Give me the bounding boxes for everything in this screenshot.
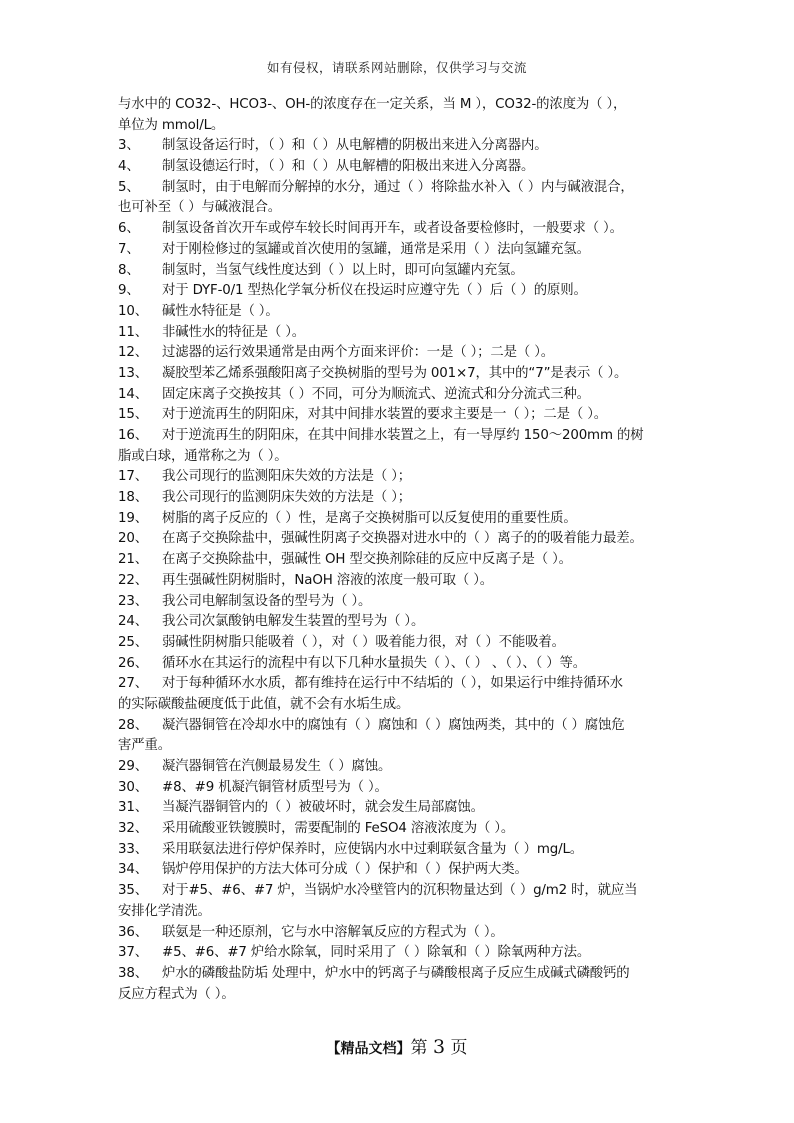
question-text: 凝汽器铜管在汽侧最易发生（ ）腐蚀。	[162, 759, 392, 774]
question-text: 凝胶型苯乙烯系强酸阳离子交换树脂的型号为 001×7，其中的“7”是表示（ ）。	[162, 365, 628, 381]
question-continuation: 反应方程式为（ ）。	[118, 986, 235, 1002]
question-number: 37、	[118, 945, 148, 961]
question-text: 对于逆流再生的阴阳床，对其中间排水装置的要求主要是一（ ）；二是（ ）。	[162, 407, 607, 423]
question-text: 我公司次氯酸钠电解发生装置的型号为（ ）。	[162, 614, 425, 630]
question-text: 制氢时，当氢气线性度达到（ ）以上时，即可向氢罐内充氢。	[162, 262, 524, 278]
question-number: 36、	[118, 924, 148, 940]
question-number: 10、	[118, 303, 148, 319]
question-number: 20、	[118, 531, 148, 547]
question-item	[118, 550, 684, 571]
question-number: 38、	[118, 965, 148, 981]
question-text: 对于每种循环水水质，都有维持在运行中不结垢的（ ），如果运行中维持循环水	[162, 676, 623, 692]
question-text: 制氢时，由于电解而分解掉的水分，通过（ ）将除盐水补入（ ）内与碱液混合，	[162, 179, 634, 195]
question-text: 非碱性水的特征是（ ）。	[162, 324, 306, 340]
question-number: 28、	[118, 717, 148, 733]
question-text: 过滤器的运行效果通常是由两个方面来评价：一是（ ）；二是（ ）。	[162, 345, 555, 361]
question-item	[118, 281, 684, 302]
question-item	[118, 612, 684, 633]
question-item	[118, 964, 684, 985]
question-item	[118, 840, 684, 861]
question-continuation: 安排化学清洗。	[118, 903, 211, 919]
question-item	[118, 178, 684, 199]
question-item	[118, 240, 684, 261]
question-number: 33、	[118, 841, 148, 857]
question-number: 29、	[118, 759, 148, 774]
page-header-notice: 如有侵权，请联系网站删除，仅供学习与交流	[266, 60, 527, 75]
question-number: 16、	[118, 428, 148, 443]
question-text: 再生强碱性阴树脂时，NaOH 溶液的浓度一般可取（ ）。	[162, 572, 494, 588]
question-continuation: 害严重。	[118, 738, 171, 754]
question-item	[118, 405, 684, 426]
question-number: 11、	[118, 324, 148, 340]
question-number: 15、	[118, 407, 148, 423]
document-body	[118, 95, 684, 1005]
question-item	[118, 674, 684, 695]
question-number: 8、	[118, 262, 140, 278]
question-text: 对于#5、#6、#7 炉，当锅炉水冷壁管内的沉积物量达到（ ）g/m2 时，就应当	[162, 883, 638, 899]
question-text: 我公司现行的监测阳床失效的方法是（ ）；	[162, 469, 411, 485]
question-number: 12、	[118, 345, 148, 361]
question-text: 碱性水特征是（ ）。	[162, 303, 279, 319]
question-item	[118, 219, 684, 240]
question-text: 制氢设备运行时，（ ）和（ ）从电解槽的阴极出来进入分离器内。	[162, 138, 548, 154]
question-item	[118, 819, 684, 840]
question-item	[118, 136, 684, 157]
page-number: 3	[432, 1036, 446, 1058]
question-text: #5、#6、#7 炉给水除氧，同时采用了（ ）除氧和（ ）除氧两种方法。	[162, 945, 591, 961]
page-prefix: 第	[410, 1038, 428, 1058]
page-suffix: 页	[450, 1038, 468, 1058]
question-number: 5、	[118, 179, 140, 195]
question-number: 35、	[118, 883, 148, 899]
question-item	[118, 592, 684, 613]
question-number: 4、	[118, 159, 140, 175]
question-text: 弱碱性阴树脂只能吸着（ ），对（ ）吸着能力很，对（ ）不能吸着。	[162, 634, 565, 650]
question-number: 32、	[118, 821, 148, 837]
question-text: 采用硫酸亚铁镀膜时，需要配制的 FeSO4 溶液浓度为（ ）。	[162, 821, 515, 837]
question-item	[118, 943, 684, 964]
question-number: 24、	[118, 614, 148, 630]
question-text: 制氢设备首次开车或停车较长时间再开车，或者设备要检修时，一般要求（ ）。	[162, 221, 623, 237]
question-item	[118, 385, 684, 406]
question-item	[118, 364, 684, 385]
question-number: 27、	[118, 676, 148, 692]
question-item	[118, 716, 684, 737]
question-list	[118, 136, 684, 1005]
question-item	[118, 757, 684, 778]
question-item	[118, 323, 684, 344]
question-item	[118, 881, 684, 902]
question-item	[118, 467, 684, 488]
question-item	[118, 509, 684, 530]
question-text: 我公司电解制氢设备的型号为（ ）。	[162, 593, 372, 609]
question-continuation: 的实际碳酸盐硬度低于此值，就不会有水垢生成。	[118, 696, 410, 712]
question-number: 34、	[118, 862, 148, 878]
question-continuation: 脂或白球，通常称之为（ ）。	[118, 448, 288, 464]
question-number: 26、	[118, 655, 148, 671]
question-number: 3、	[118, 138, 140, 154]
question-text: 对于刚检修过的氢罐或首次使用的氢罐，通常是采用（ ）法向氢罐充氢。	[162, 241, 590, 257]
question-number: 21、	[118, 552, 148, 568]
question-item	[118, 860, 684, 881]
question-item	[118, 798, 684, 819]
question-item	[118, 633, 684, 654]
question-number: 30、	[118, 779, 148, 795]
question-number: 6、	[118, 221, 140, 237]
question-number: 14、	[118, 386, 148, 402]
intro-line: 与水中的 CO32-、HCO3-、OH-的浓度存在一定关系，当 M ），CO32-的浓度为（ ），	[118, 97, 627, 112]
question-continuation: 也可补至（ ）与碱液混合。	[118, 200, 281, 216]
question-text: 制氢设德运行时，（ ）和（ ）从电解槽的阳极出来进入分离器。	[162, 159, 535, 175]
question-text: 树脂的离子反应的（ ）性，是离子交换树脂可以反复使用的重要性质。	[162, 510, 577, 526]
question-item	[118, 571, 684, 592]
question-text: #8、#9 机凝汽铜管材质型号为（ ）。	[162, 779, 388, 795]
question-item	[118, 488, 684, 509]
question-item	[118, 778, 684, 799]
question-number: 19、	[118, 510, 148, 526]
question-text: 在离子交换除盐中，强碱性阴离子交换器对进水中的（ ）离子的的吸着能力最差。	[162, 531, 643, 547]
question-text: 采用联氨法进行停炉保养时，应使锅内水中过剩联氨含量为（ ）mg/L。	[162, 841, 583, 857]
question-text: 对于 DYF-0/1 型热化学氧分析仪在投运时应遵守先（ ）后（ ）的原则。	[162, 283, 587, 299]
question-item	[118, 426, 684, 447]
question-number: 13、	[118, 365, 148, 381]
question-number: 17、	[118, 469, 148, 485]
question-item	[118, 302, 684, 323]
question-text: 在离子交换除盐中，强碱性 OH 型交换剂除硅的反应中反离子是（ ）。	[162, 552, 572, 568]
question-text: 我公司现行的监测阴床失效的方法是（ ）；	[162, 490, 411, 506]
question-text: 循环水在其运行的流程中有以下几种水量损失（ ）、（ ） 、（ ）、（ ）等。	[162, 655, 586, 671]
question-number: 9、	[118, 283, 140, 299]
question-item	[118, 529, 684, 550]
question-number: 31、	[118, 800, 148, 816]
question-number: 25、	[118, 634, 148, 650]
question-number: 7、	[118, 241, 140, 257]
question-number: 23、	[118, 593, 148, 609]
question-item	[118, 343, 684, 364]
footer-tag: 【精品文档】	[326, 1041, 411, 1057]
question-number: 22、	[118, 572, 148, 588]
question-text: 固定床离子交换按其（ ）不同，可分为顺流式、逆流式和分分流式三种。	[162, 386, 590, 402]
question-text: 凝汽器铜管在冷却水中的腐蚀有（ ）腐蚀和（ ）腐蚀两类，其中的（ ）腐蚀危	[162, 717, 625, 733]
question-text: 对于逆流再生的阴阳床，在其中间排水装置之上，有一导厚约 150～200mm 的树	[162, 428, 644, 443]
question-item	[118, 157, 684, 178]
question-text: 炉水的磷酸盐防垢 处理中，炉水中的钙离子与磷酸根离子反应生成碱式磷酸钙的	[162, 965, 630, 981]
question-item	[118, 261, 684, 282]
question-item	[118, 654, 684, 675]
question-number: 18、	[118, 490, 148, 506]
question-text: 锅炉停用保护的方法大体可分成（ ）保护和（ ）保护两大类。	[162, 862, 528, 878]
page-footer	[0, 1033, 794, 1058]
question-item	[118, 923, 684, 944]
question-text: 当凝汽器铜管内的（ ）被破坏时，就会发生局部腐蚀。	[162, 800, 484, 816]
intro-line: 单位为 mmol/L。	[118, 117, 225, 133]
question-text: 联氨是一种还原剂，它与水中溶解氧反应的方程式为（ ）。	[162, 924, 504, 940]
